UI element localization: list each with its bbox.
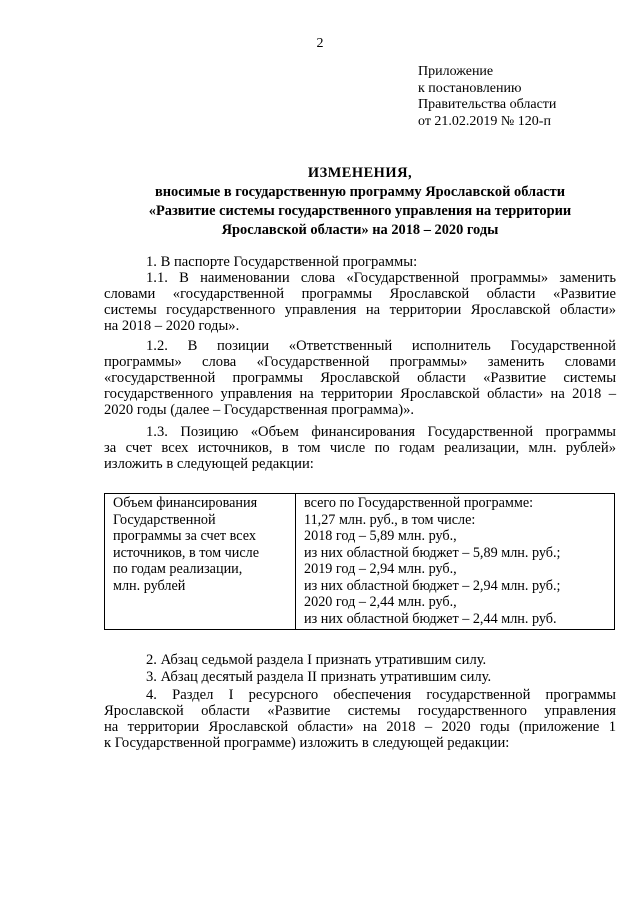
cell-line: из них областной бюджет – 2,94 млн. руб.; (304, 577, 561, 594)
item-4-line: 4. Раздел I ресурсного обеспечения государственной программы (146, 687, 616, 703)
item-1-2-line: «государственной программы Ярославской области «Развитие системы (104, 370, 616, 386)
cell-line: по годам реализации, (113, 561, 243, 577)
funding-table (104, 493, 615, 630)
item-2-text: 2. Абзац седьмой раздела I признать утратившим силу. (146, 652, 487, 668)
cell-line: 2019 год – 2,94 млн. руб., (304, 561, 457, 577)
appendix-note (418, 64, 556, 130)
cell-line: программы за счет всех (113, 528, 256, 544)
cell-line: Объем финансирования (113, 495, 258, 511)
item-1-2-line: программы» слова «Государственной программы» заменить словами (104, 354, 616, 370)
item-1-1 (104, 270, 616, 334)
funding-label-cell (105, 494, 296, 630)
title-line: «Развитие системы государственного управления на территории (148, 203, 572, 219)
cell-line: из них областной бюджет – 2,44 млн. руб. (304, 610, 557, 627)
appendix-line: к постановлению (418, 80, 522, 96)
cell-line: 2018 год – 5,89 млн. руб., (304, 528, 457, 544)
title-line: ИЗМЕНЕНИЯ, (307, 165, 413, 181)
page-number: 2 (316, 36, 324, 51)
item-1-2-line: 2020 годы (далее – Государственная программа)». (104, 402, 415, 418)
table-row (105, 494, 615, 630)
item-1-3-line: за счет всех источников, в том числе по годам реализации, млн. рублей» (104, 440, 616, 456)
item-4 (104, 687, 616, 751)
title-line: Ярославской области» на 2018 – 2020 годы (221, 222, 499, 238)
appendix-line: Правительства области (418, 97, 557, 112)
cell-line: млн. рублей (113, 577, 186, 594)
cell-line: 2020 год – 2,44 млн. руб., (304, 594, 457, 610)
item-3-text: 3. Абзац десятый раздела II признать утратившим силу. (146, 669, 492, 685)
item-1-3-line: изложить в следующей редакции: (104, 456, 314, 472)
item-1-1-line: словами «государственной программы Ярославской области «Развитие (104, 286, 616, 302)
item-1-3-line: 1.3. Позицию «Объем финансирования Государственной программы (146, 424, 616, 440)
item-4-line: на территории Ярославской области» на 2018 – 2020 годы (приложение 1 (104, 719, 616, 735)
item-1-text: 1. В паспорте Государственной программы: (146, 254, 418, 270)
document-title (104, 164, 616, 240)
cell-line: Государственной (113, 511, 216, 528)
item-1-3 (104, 424, 616, 472)
item-1-2 (104, 338, 616, 418)
cell-line: всего по Государственной программе: (304, 495, 534, 511)
title-line: вносимые в государственную программу Ярославской области (154, 184, 566, 200)
cell-line: источников, в том числе (113, 544, 260, 561)
item-1-1-line: системы государственного управления на территории Ярославской области» (104, 302, 616, 318)
appendix-line: Приложение (418, 64, 494, 79)
item-3 (104, 669, 616, 685)
cell-line: 11,27 млн. руб., в том числе: (304, 511, 476, 528)
item-1-1-line: 1.1. В наименовании слова «Государственной программы» заменить (146, 270, 616, 286)
item-4-line: Ярославской области «Развитие системы государственного управления (104, 703, 616, 719)
item-1 (104, 254, 616, 270)
item-1-2-line: 1.2. В позиции «Ответственный исполнитель Государственной (146, 338, 616, 354)
cell-line: из них областной бюджет – 5,89 млн. руб.; (304, 544, 561, 561)
funding-value-cell (296, 494, 615, 630)
item-1-2-line: государственного управления на территории Ярославской области» на 2018 – (104, 386, 616, 402)
item-2 (104, 652, 616, 668)
appendix-line: от 21.02.2019 № 120-п (418, 113, 551, 129)
item-1-1-line: на 2018 – 2020 годы». (104, 318, 240, 334)
item-4-line: к Государственной программе) изложить в следующей редакции: (104, 735, 510, 751)
